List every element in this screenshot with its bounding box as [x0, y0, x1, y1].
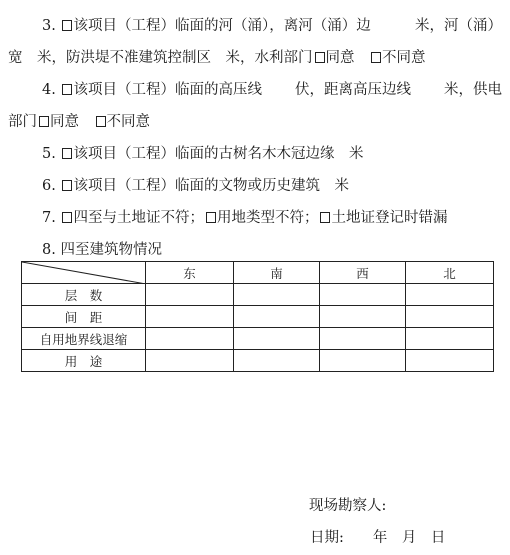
disagree-label: 不同意 — [382, 50, 426, 66]
date-label: 日期: 年 月 日 — [310, 530, 446, 546]
item-4-text-end: 米，供电 — [443, 82, 502, 98]
item-5-text: 该项目（工程）临面的古树名木木冠边缘 米 — [73, 146, 364, 162]
table-cell[interactable] — [234, 328, 320, 350]
item-5-line — [0, 144, 510, 164]
diagonal-header-cell — [22, 262, 146, 284]
column-header-west: 西 — [320, 262, 406, 284]
option-boundary-mismatch: 四至与土地证不符； — [73, 210, 204, 226]
table-cell[interactable] — [234, 350, 320, 372]
table-cell[interactable] — [320, 328, 406, 350]
table-cell[interactable] — [406, 328, 494, 350]
item-6-line — [0, 176, 510, 196]
item-3-text-end: 米，河（涌） — [415, 18, 502, 34]
table-cell[interactable] — [320, 350, 406, 372]
item-3-line-1 — [0, 16, 510, 36]
table-cell[interactable] — [406, 284, 494, 306]
table-cell[interactable] — [406, 350, 494, 372]
surroundings-table — [21, 261, 494, 372]
item-6-text: 该项目（工程）临面的文物或历史建筑 米 — [73, 178, 349, 194]
row-header-setback: 自用地界线退缩 — [22, 328, 146, 350]
table-row — [22, 350, 494, 372]
table-cell[interactable] — [146, 284, 234, 306]
disagree-label: 不同意 — [106, 114, 150, 130]
row-header-distance: 间 距 — [22, 306, 146, 328]
option-registration-error: 土地证登记时错漏 — [331, 210, 448, 226]
table-row — [22, 284, 494, 306]
item-7-line — [0, 208, 510, 228]
checkbox-item-5[interactable] — [62, 148, 72, 159]
checkbox-disagree-power[interactable] — [96, 116, 106, 127]
checkbox-item-4[interactable] — [62, 84, 72, 95]
column-header-south: 南 — [234, 262, 320, 284]
item-4-line-2 — [0, 112, 510, 132]
checkbox-item-6[interactable] — [62, 180, 72, 191]
checkbox-agree-power[interactable] — [39, 116, 49, 127]
table-cell[interactable] — [320, 284, 406, 306]
column-header-east: 东 — [146, 262, 234, 284]
item-3-text: 该项目（工程）临面的河（涌），离河（涌）边 — [73, 18, 371, 34]
diagonal-line — [22, 262, 146, 284]
table-cell[interactable] — [146, 328, 234, 350]
table-cell[interactable] — [146, 306, 234, 328]
item-number: 3. — [42, 18, 56, 34]
surveyor-label: 现场勘察人: — [309, 498, 387, 514]
checkbox-disagree-water[interactable] — [371, 52, 381, 63]
table-header-row — [22, 262, 494, 284]
column-header-north: 北 — [406, 262, 494, 284]
checkbox-agree-water[interactable] — [315, 52, 325, 63]
table-cell[interactable] — [146, 350, 234, 372]
item-4-text-mid: 伏，距离高压边线 — [294, 82, 411, 98]
checkbox-item-3[interactable] — [62, 20, 72, 31]
item-number: 6. — [42, 178, 56, 194]
item-4-text: 该项目（工程）临面的高压线 — [73, 82, 262, 98]
option-landuse-mismatch: 用地类型不符； — [216, 210, 319, 226]
row-header-usage: 用 途 — [22, 350, 146, 372]
checkbox-boundary-mismatch[interactable] — [62, 212, 72, 223]
table-cell[interactable] — [234, 284, 320, 306]
item-number: 7. — [42, 210, 56, 226]
table-cell[interactable] — [320, 306, 406, 328]
checkbox-registration-error[interactable] — [320, 212, 330, 223]
table-row — [22, 328, 494, 350]
item-4-line-1 — [0, 80, 510, 100]
item-number: 5. — [42, 146, 56, 162]
agree-label: 同意 — [50, 114, 79, 130]
row-header-floors: 层 数 — [22, 284, 146, 306]
table-row — [22, 306, 494, 328]
item-3-line-2 — [0, 48, 510, 68]
item-8-heading — [0, 240, 510, 260]
item-3-text-cont: 宽 米，防洪堤不准建筑控制区 米，水利部门 — [8, 50, 313, 66]
item-number: 4. — [42, 82, 56, 98]
table-cell[interactable] — [406, 306, 494, 328]
table-cell[interactable] — [234, 306, 320, 328]
agree-label: 同意 — [325, 50, 355, 66]
item-8-text: 8. 四至建筑物情况 — [42, 242, 162, 258]
checkbox-landuse-mismatch[interactable] — [206, 212, 216, 223]
item-4-text-cont: 部门 — [8, 114, 37, 130]
